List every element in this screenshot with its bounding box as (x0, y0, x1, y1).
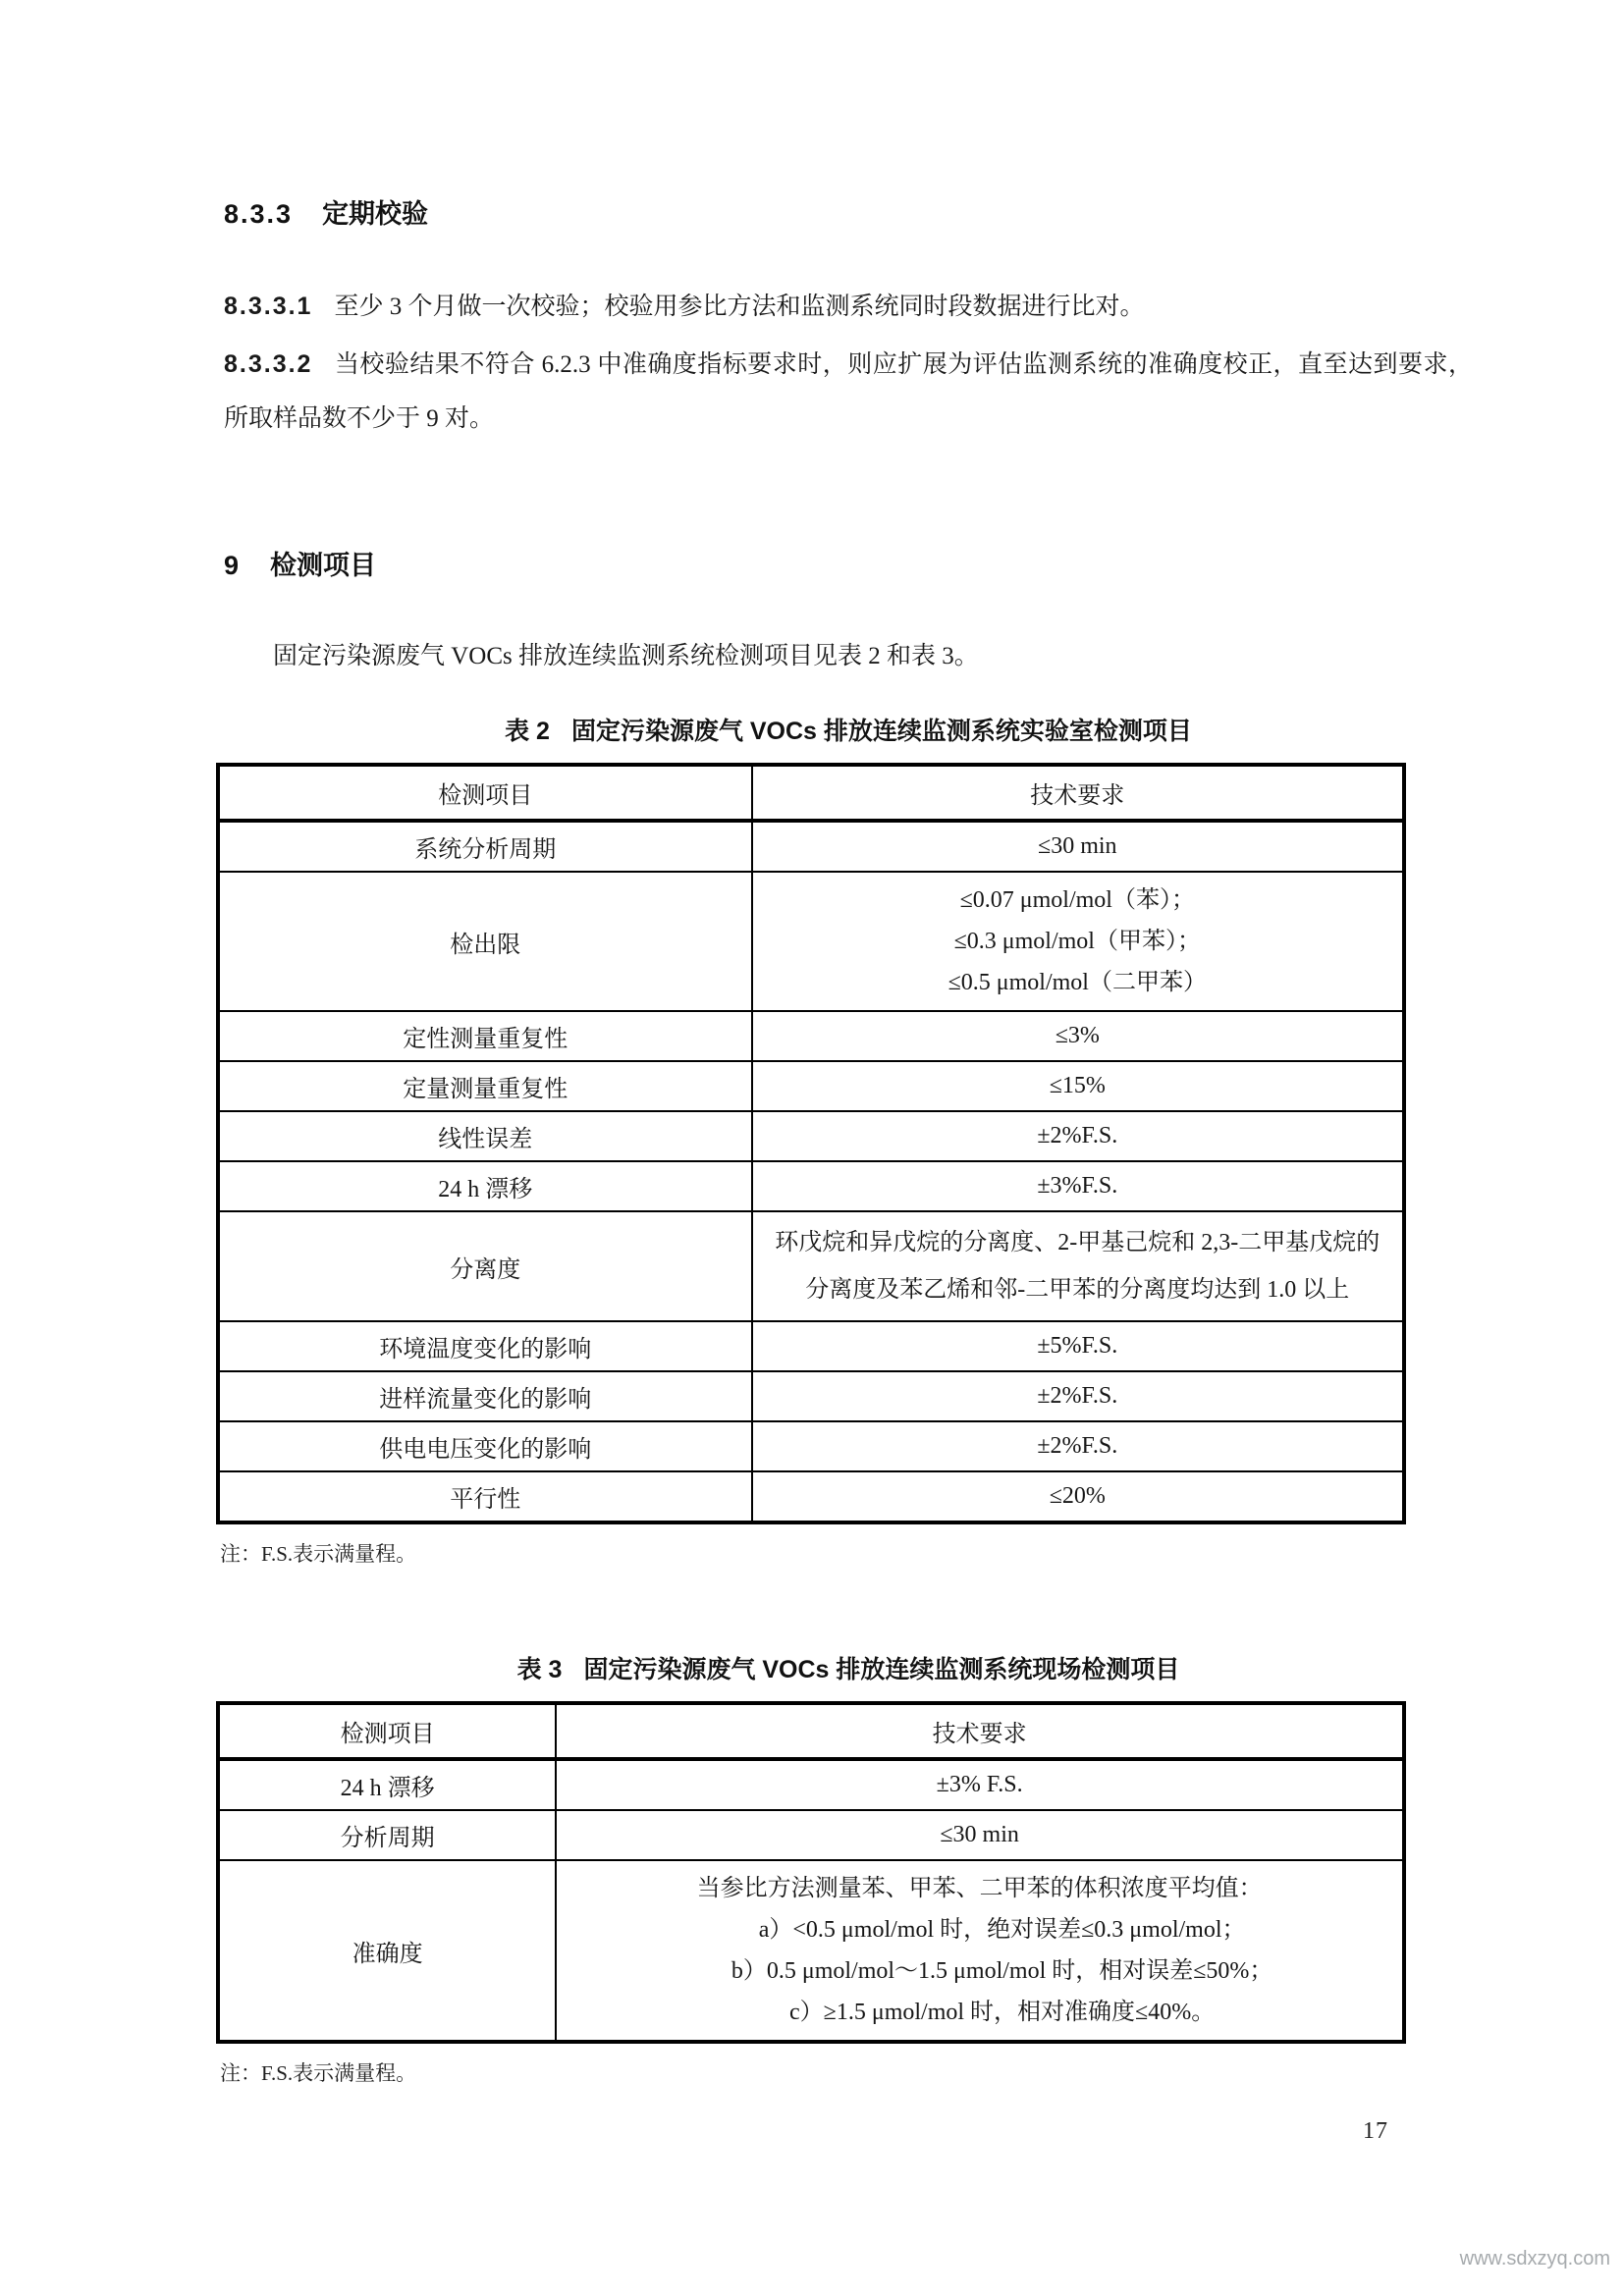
cell-item: 线性误差 (218, 1111, 752, 1161)
table-row (218, 1810, 1404, 1860)
cell-item: 24 h 漂移 (218, 1161, 752, 1211)
table-row (218, 1860, 1404, 2042)
cell-requirement: ±2%F.S. (752, 1111, 1404, 1161)
cell-requirement: ≤30 min (752, 821, 1404, 872)
clause-number: 8.3.3 (224, 199, 294, 229)
cell-item: 准确度 (218, 1860, 556, 2042)
table2-caption-label: 表 2 (505, 718, 550, 745)
table2-footnote: 注：F.S.表示满量程。 (220, 1542, 417, 1566)
column-header-requirement: 技术要求 (556, 1703, 1404, 1759)
page-content (220, 0, 1473, 2087)
cell-item: 检出限 (218, 872, 752, 1011)
table3-caption-label: 表 3 (516, 1656, 563, 1683)
column-header-item: 检测项目 (218, 765, 752, 821)
table-row (218, 1061, 1404, 1111)
clause-title: 检测项目 (270, 551, 377, 580)
cell-requirement: ≤30 min (556, 1810, 1404, 1860)
cell-item: 定性测量重复性 (218, 1011, 752, 1061)
cell-requirement: ±3% F.S. (556, 1759, 1404, 1810)
table2-lab-test-items (216, 763, 1406, 1524)
table3-footnote: 注：F.S.表示满量程。 (220, 2061, 417, 2085)
cell-item: 环境温度变化的影响 (218, 1321, 752, 1371)
cell-item: 进样流量变化的影响 (218, 1371, 752, 1421)
cell-requirement: ≤15% (752, 1061, 1404, 1111)
cell-requirement: 环戊烷和异戊烷的分离度、2-甲基己烷和 2,3-二甲基戊烷的 分离度及苯乙烯和邻-二甲苯的分离度均达到 1.0 以上 (752, 1211, 1404, 1321)
paragraph-8-3-3-2 (224, 338, 1473, 446)
clause-number: 8.3.3.1 (224, 293, 313, 320)
table-header-row (218, 765, 1404, 821)
cell-item: 分析周期 (218, 1810, 556, 1860)
table3-caption (224, 1650, 1473, 1685)
cell-requirement: 当参比方法测量苯、甲苯、二甲苯的体积浓度平均值： a）<0.5 μmol/mol 时，绝对误差≤0.3 μmol/mol； b）0.5 μmol/mol～1.5 μmol/mol 时，相对误差≤50%； c）≥1.5 μmol/mol 时，相对准确度≤40%。 (556, 1860, 1404, 2042)
clause-text: 当校验结果不符合 6.2.3 中准确度指标要求时，则应扩展为评估监测系统的准确度校正，直至达到要求，所取样品数不少于 9 对。 (224, 351, 1473, 432)
cell-requirement: ±2%F.S. (752, 1371, 1404, 1421)
clause-number: 9 (224, 551, 242, 580)
table-row (218, 1211, 1404, 1321)
table-row (218, 872, 1404, 1011)
clause-title: 定期校验 (322, 199, 429, 229)
column-header-item: 检测项目 (218, 1703, 556, 1759)
table-row (218, 1321, 1404, 1371)
cell-requirement: ±2%F.S. (752, 1421, 1404, 1471)
intro-paragraph: 固定污染源废气 VOCs 排放连续监测系统检测项目见表 2 和表 3。 (273, 643, 979, 669)
watermark: www.sdxzyq.com (1459, 2248, 1610, 2269)
page-number: 17 (1363, 2118, 1388, 2144)
table-row (218, 1759, 1404, 1810)
table-row (218, 1421, 1404, 1471)
table3-field-test-items (216, 1701, 1406, 2044)
table3-caption-text: 固定污染源废气 VOCs 排放连续监测系统现场检测项目 (583, 1656, 1180, 1683)
cell-item: 分离度 (218, 1211, 752, 1321)
column-header-requirement: 技术要求 (752, 765, 1404, 821)
cell-requirement: ≤3% (752, 1011, 1404, 1061)
cell-item: 平行性 (218, 1471, 752, 1522)
cell-item: 定量测量重复性 (218, 1061, 752, 1111)
table-row (218, 1471, 1404, 1522)
table2-caption (224, 712, 1473, 747)
table-row (218, 1161, 1404, 1211)
table-header-row (218, 1703, 1404, 1759)
table2-caption-text: 固定污染源废气 VOCs 排放连续监测系统实验室检测项目 (570, 718, 1192, 745)
table-row (218, 1011, 1404, 1061)
section-heading-9 (224, 544, 1473, 582)
cell-item: 供电电压变化的影响 (218, 1421, 752, 1471)
table-row (218, 1111, 1404, 1161)
cell-requirement: ±5%F.S. (752, 1321, 1404, 1371)
section-heading-8-3-3 (224, 192, 1473, 231)
cell-requirement: ≤0.07 μmol/mol（苯）； ≤0.3 μmol/mol（甲苯）； ≤0.5 μmol/mol（二甲苯） (752, 872, 1404, 1011)
clause-text: 至少 3 个月做一次校验；校验用参比方法和监测系统同时段数据进行比对。 (334, 294, 1145, 320)
table-row (218, 821, 1404, 872)
cell-requirement: ≤20% (752, 1471, 1404, 1522)
table-row (218, 1371, 1404, 1421)
cell-item: 系统分析周期 (218, 821, 752, 872)
clause-number: 8.3.3.2 (224, 350, 313, 378)
cell-item: 24 h 漂移 (218, 1759, 556, 1810)
cell-requirement: ±3%F.S. (752, 1161, 1404, 1211)
paragraph-8-3-3-1 (224, 280, 1473, 334)
